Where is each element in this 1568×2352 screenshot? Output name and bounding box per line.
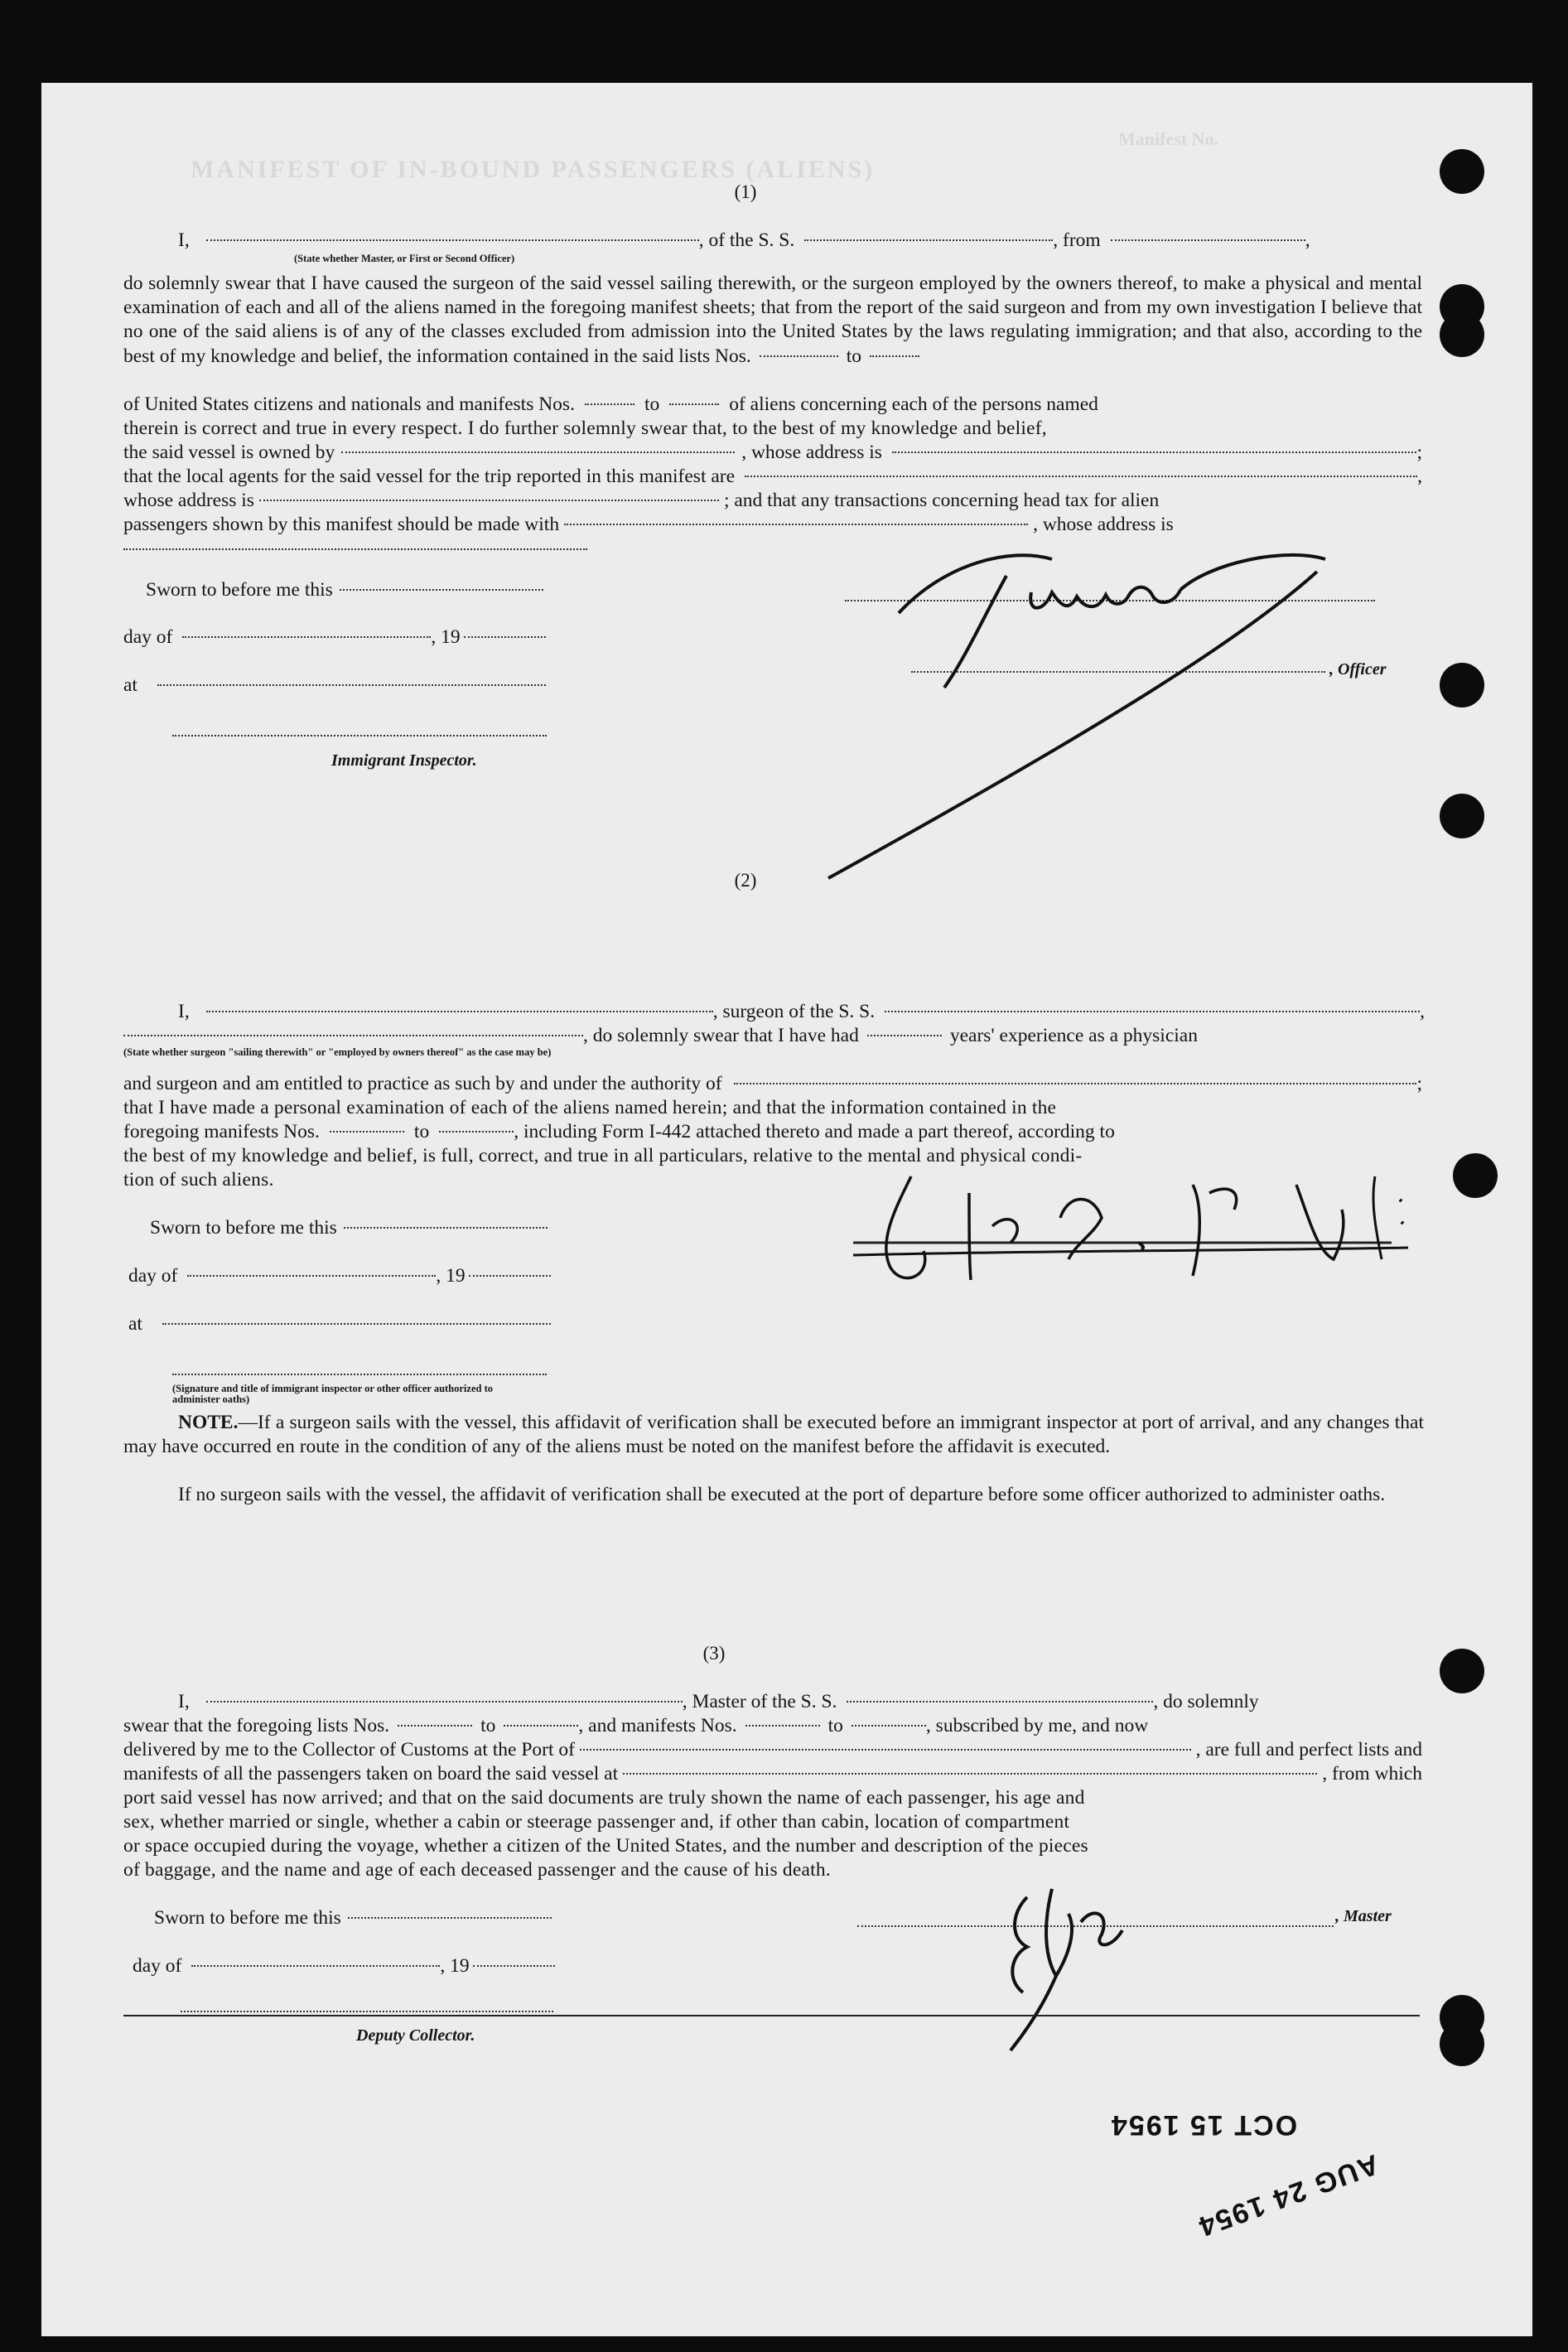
section1-agents-line: that the local agents for the said vessel for the trip reported in this manifest are ,	[123, 466, 1422, 487]
section1-number: (1)	[734, 181, 757, 202]
section3-line5: port said vessel has now arrived; and that on the said documents are truly shown the name of each passenger, his age and	[123, 1787, 1085, 1809]
section1-whose-line: whose address is ; and that any transactions concerning head tax for alien	[123, 490, 1160, 511]
section2-number: (2)	[734, 870, 757, 891]
section2-line4: that I have made a personal examination of each of the aliens named herein; and that the information contained in the	[123, 1097, 1057, 1118]
date-stamp-aug: AUG 24 1954	[1193, 2147, 1383, 2243]
note-paragraph-2: If no surgeon sails with the vessel, the affidavit of verification shall be executed at the port of departure before some officer authorized to administer oaths.	[178, 1484, 1386, 1505]
bleed-through-note: Manifest No.	[1118, 128, 1218, 149]
section3-master-label: , Master	[1335, 1907, 1392, 1925]
section1-blank-line	[123, 548, 587, 550]
section1-at: at	[123, 674, 546, 698]
document-page	[41, 83, 1532, 2336]
officer-signature	[820, 514, 1400, 878]
section3-number: (3)	[702, 1643, 726, 1664]
section1-line1: I, , of the S. S. , from ,	[178, 229, 1310, 251]
section1-inspector-line	[172, 735, 547, 737]
note-paragraph: NOTE.—If a surgeon sails with the vessel, this affidavit of verification shall be executed before an immigrant inspector at port of arrival, and any changes that may have occurred en route in the condition of any of the aliens must be noted on the manifest before the affidavit is executed.	[123, 1412, 1424, 1458]
section1-paragraph: do solemnly swear that I have caused the surgeon of the said vessel sailing therewith, or the surgeon employed by the owners thereof, to make a physical and mental examination of each and all of the aliens named in the foregoing manifest sheets; that from the report of the said surgeon and from my own investigation I believe that no one of the said aliens is of any of the classes excluded from admission into the United States by the laws regulating immigration; and that also, according to the best of my knowledge and belief, the information contained in the said lists Nos. to	[123, 273, 1422, 367]
binder-hole	[1440, 2021, 1484, 2066]
binder-hole	[1440, 794, 1484, 838]
section1-owned-line: the said vessel is owned by , whose address is ;	[123, 442, 1422, 463]
binder-hole	[1440, 1649, 1484, 1693]
section3-line2: swear that the foregoing lists Nos. to , and manifests Nos. to , subscribed by me, and now	[123, 1715, 1149, 1736]
master-signature	[977, 1864, 1193, 2055]
section2-at: at	[128, 1312, 551, 1336]
section2-signature-line	[172, 1374, 547, 1375]
section2-line3: and surgeon and am entitled to practice as such by and under the authority of ;	[123, 1073, 1422, 1094]
date-stamp-oct: OCT 15 1954	[1110, 2109, 1298, 2141]
section2-line1: I, , surgeon of the S. S. ,	[178, 1001, 1425, 1022]
binder-hole	[1440, 663, 1484, 708]
section2-line5: foregoing manifests Nos. to , including Form I-442 attached thereto and made a part thereof, according to	[123, 1121, 1115, 1142]
section3-line4: manifests of all the passengers taken on board the said vessel at , from which	[123, 1763, 1422, 1785]
surgeon-caption: (State whether surgeon "sailing therewith" or "employed by owners thereof" as the case may be)	[123, 1046, 552, 1058]
section1-inspector-label: Immigrant Inspector.	[331, 751, 477, 770]
section1-day: day of , 19	[123, 625, 546, 650]
section1-therein-line: therein is correct and true in every respect. I do further solemnly swear that, to the best of my knowledge and belief,	[123, 418, 1047, 439]
section2-line6: the best of my knowledge and belief, is full, correct, and true in all particulars, relative to the mental and physical condi-	[123, 1145, 1083, 1166]
section3-day: day of , 19	[133, 1954, 555, 1978]
section3-collector-line	[181, 2011, 553, 2012]
section3-line6: sex, whether married or single, whether a cabin or steerage passenger and, if other than cabin, location of compartment	[123, 1811, 1070, 1833]
section3-line3: delivered by me to the Collector of Customs at the Port of , are full and perfect lists and	[123, 1739, 1422, 1760]
binder-hole	[1440, 149, 1484, 194]
section1-sworn: Sworn to before me this	[146, 578, 543, 602]
section2-line7: tion of such aliens.	[123, 1169, 274, 1190]
section1-citizens-line: of United States citizens and nationals and manifests Nos. to of aliens concerning each of the persons named	[123, 394, 1098, 415]
section2-day: day of , 19	[128, 1264, 551, 1288]
binder-hole	[1440, 312, 1484, 357]
section1-officer-label: , Officer	[1329, 660, 1387, 679]
binder-hole	[1453, 1153, 1498, 1198]
bottom-rule	[123, 2015, 1420, 2016]
surgeon-signature	[845, 1143, 1425, 1309]
section1-passengers-line: passengers shown by this manifest should be made with , whose address is	[123, 514, 1174, 535]
officer-caption: (State whether Master, or First or Second Officer)	[294, 253, 515, 264]
section3-sworn: Sworn to before me this	[154, 1906, 552, 1930]
section3-collector-label: Deputy Collector.	[356, 2026, 475, 2045]
section3-line8: of baggage, and the name and age of each deceased passenger and the cause of his death.	[123, 1859, 831, 1881]
section3-line1: I, , Master of the S. S. , do solemnly	[178, 1691, 1259, 1712]
section2-line2: , do solemnly swear that I have had years' experience as a physician	[123, 1024, 1422, 1048]
section2-signature-caption: (Signature and title of immigrant inspector or other officer authorized to administer oaths)	[172, 1383, 493, 1405]
section3-line7: or space occupied during the voyage, whether a citizen of the United States, and the number and description of the pieces	[123, 1835, 1088, 1857]
bleed-through-title: MANIFEST OF IN-BOUND PASSENGERS (ALIENS)	[191, 156, 876, 183]
section2-sworn: Sworn to before me this	[150, 1216, 548, 1240]
